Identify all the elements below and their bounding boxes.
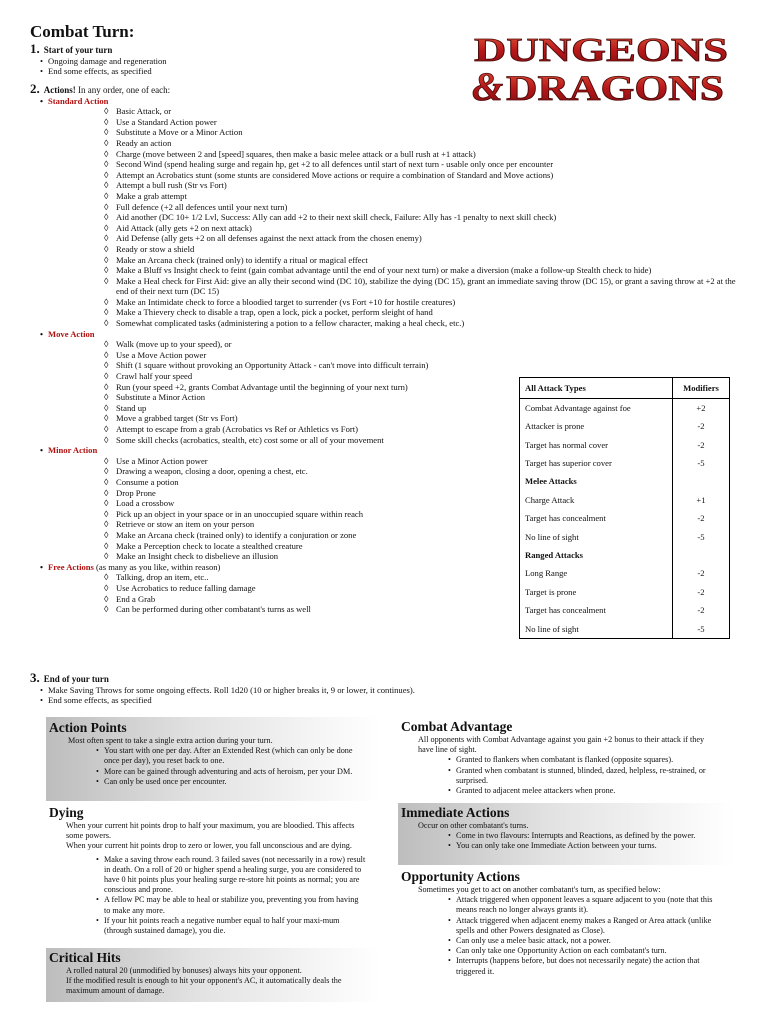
critical-hits-text-max-damage: If the modified result is enough to hit your opponent's AC, it automatically deals the maximum amount of damage. xyxy=(66,976,342,996)
standard-action-item: ◊ Make an Arcana check (trained only) to identify a ritual or magical effect xyxy=(30,255,750,266)
modifier-label: Charge Attack xyxy=(525,494,575,505)
modifier-row xyxy=(520,436,730,454)
action-points-title: Action Points xyxy=(49,720,127,735)
move-action-item: ◊ Crawl half your speed xyxy=(30,371,490,382)
move-action-label: • Move Action xyxy=(30,329,750,340)
immediate-actions-title: Immediate Actions xyxy=(401,805,510,820)
attack-modifiers-table xyxy=(519,377,730,639)
standard-action-item: ◊ Make an Intimidate check to force a bloodied target to surrender (vs Fort +10 for hostile creatures) xyxy=(30,297,750,308)
minor-action-item: ◊ Load a crossbow xyxy=(30,498,490,509)
modifier-row xyxy=(520,417,730,435)
list-item: • Attack triggered when adjacent enemy makes a Ranged or Area attack (unlike spells and other Powers designated as Close). xyxy=(456,916,714,936)
standard-action-item: ◊ Somewhat complicated tasks (administering a potion to a fellow character, making a heal check, etc.) xyxy=(30,318,750,329)
start-of-turn-section xyxy=(30,41,167,77)
list-item: • Granted to adjacent melee attackers when prone. xyxy=(456,786,716,796)
free-action-item: ◊ Can be performed during other combatant's turns as well xyxy=(30,604,490,615)
combat-advantage-title: Combat Advantage xyxy=(401,719,513,734)
move-action-item: ◊ Run (your speed +2, grants Combat Advantage until the beginning of your next turn) xyxy=(30,382,490,393)
action-points-box xyxy=(46,717,380,801)
move-action-item: ◊ Some skill checks (acrobatics, stealth, etc) cost some or all of your movement xyxy=(30,435,490,446)
modifier-value: -5 xyxy=(673,454,730,472)
list-item: • Granted when combatant is stunned, blinded, dazed, helpless, re-strained, or surprised. xyxy=(456,766,716,786)
actions-heading: 2. Actions! In any order, one of each: xyxy=(30,81,171,96)
modifier-value: -2 xyxy=(673,436,730,454)
modifier-value: +1 xyxy=(673,491,730,509)
modifier-label: No line of sight xyxy=(525,531,579,542)
dying-list xyxy=(46,855,380,937)
standard-action-item: ◊ Aid another (DC 10+ 1/2 Lvl, Success: Ally can add +2 to their next skill check, Failure: Ally has -1 penalty to next skill check) xyxy=(30,212,750,223)
standard-action-item: ◊ Use a Standard Action power xyxy=(30,117,750,128)
modifier-value: -2 xyxy=(673,601,730,619)
list-item: • Can only take one Opportunity Action on each combatant's turn. xyxy=(456,946,714,956)
modifier-label: Target is prone xyxy=(525,586,577,597)
modifiers-table-header: All Attack Types Modifiers xyxy=(520,378,730,399)
dying-title: Dying xyxy=(49,805,84,820)
list-item: • Granted to flankers when combatant is flanked (opposite squares). xyxy=(456,755,716,765)
opportunity-actions-text: Sometimes you get to act on another combatant's turn, as specified below: xyxy=(418,885,661,894)
standard-action-item: ◊ Basic Attack, or xyxy=(30,106,750,117)
action-points-list xyxy=(46,746,380,787)
free-action-item: ◊ End a Grab xyxy=(30,594,490,605)
immediate-actions-list xyxy=(398,831,734,851)
action-points-text: Most often spent to take a single extra action during your turn. xyxy=(68,736,273,745)
logo-ampersand: & xyxy=(472,64,504,108)
start-of-turn-list xyxy=(30,56,167,77)
modifier-value: -2 xyxy=(673,583,730,601)
list-item: • End some effects, as specified xyxy=(30,66,167,77)
modifier-label: Attacker is prone xyxy=(525,421,585,432)
opportunity-actions-list xyxy=(398,895,734,977)
immediate-actions-text: Occur on other combatant's turns. xyxy=(418,821,529,830)
modifier-row xyxy=(520,583,730,601)
dying-text-bloodied: When your current hit points drop to half your maximum, you are bloodied. This affects some powers. xyxy=(66,821,355,841)
end-of-turn-section xyxy=(30,670,415,706)
opportunity-actions-box xyxy=(398,869,734,977)
minor-action-item: ◊ Make a Perception check to locate a stealthed creature xyxy=(30,541,490,552)
modifier-label: Ranged Attacks xyxy=(525,550,584,561)
move-action-item: ◊ Stand up xyxy=(30,403,490,414)
critical-hits-text-natural-20: A rolled natural 20 (unmodified by bonuses) always hits your opponent. xyxy=(66,966,302,975)
standard-action-item: ◊ Make a Thievery check to disable a trap, open a lock, pick a pocket, perform sleight of hand xyxy=(30,307,750,318)
modifier-row xyxy=(520,454,730,472)
minor-action-item: ◊ Drop Prone xyxy=(30,488,490,499)
list-item: • Interrupts (happens before, but does not necessarily negate) the action that triggered it. xyxy=(456,956,714,976)
free-actions-label: • Free Actions (as many as you like, within reason) xyxy=(30,562,750,573)
critical-hits-title: Critical Hits xyxy=(49,950,121,965)
standard-action-item: ◊ Make a Heal check for First Aid: give an ally their second wind (DC 10), stabilize the dying (DC 15), grant an immediate saving throw (DC 15), or grant a saving throw at +2 at the end of their next turn (DC 15) xyxy=(30,276,750,297)
modifier-value: -5 xyxy=(673,528,730,546)
list-item: • End some effects, as specified xyxy=(30,695,415,706)
list-item: • Can only be used once per encounter. xyxy=(104,777,368,787)
critical-hits-box xyxy=(46,948,380,1002)
minor-action-item: ◊ Make an Arcana check (trained only) to identify a conjuration or zone xyxy=(30,530,490,541)
minor-action-item: ◊ Consume a potion xyxy=(30,477,490,488)
move-action-item: ◊ Attempt to escape from a grab (Acrobatics vs Ref or Athletics vs Fort) xyxy=(30,424,490,435)
modifier-label: Target has concealment xyxy=(525,605,606,616)
standard-action-item: ◊ Second Wind (spend healing surge and regain hp, get +2 to all defences until start of next turn - usable only once per encounter xyxy=(30,159,750,170)
standard-action-item: ◊ Aid Defense (ally gets +2 on all defenses against the next attack from the chosen enemy) xyxy=(30,233,750,244)
standard-action-item: ◊ Ready an action xyxy=(30,138,750,149)
modifier-value xyxy=(673,546,730,564)
list-item: • A fellow PC may be able to heal or stabilize you, preventing you from having to make any more. xyxy=(104,895,366,915)
standard-action-item: ◊ Substitute a Move or a Minor Action xyxy=(30,127,750,138)
list-item: • Ongoing damage and regeneration xyxy=(30,56,167,67)
standard-action-item: ◊ Attempt an Acrobatics stunt (some stunts are considered Move actions or require a combination of Standard and Move actions) xyxy=(30,170,750,181)
modifier-value: -5 xyxy=(673,620,730,639)
logo-line-dragons: DRAGONS xyxy=(506,68,724,108)
modifier-label: Combat Advantage against foe xyxy=(525,402,631,413)
end-of-turn-list xyxy=(30,685,415,706)
list-item: • You can only take one Immediate Action between your turns. xyxy=(456,841,716,851)
combat-advantage-list xyxy=(398,755,734,796)
minor-action-item: ◊ Retrieve or stow an item on your person xyxy=(30,519,490,530)
combat-advantage-text: All opponents with Combat Advantage against you gain +2 bonus to their attack if they have line of sight. xyxy=(418,735,705,755)
immediate-actions-box xyxy=(398,803,734,865)
modifier-row xyxy=(520,509,730,527)
modifier-row xyxy=(520,546,730,564)
start-of-turn-heading: 1. Start of your turn xyxy=(30,41,113,56)
move-action-item: ◊ Walk (move up to your speed), or xyxy=(30,339,490,350)
list-item: • You start with one per day. After an Extended Rest (which can only be done once per day), you reset back to one. xyxy=(104,746,368,766)
standard-action-item: ◊ Ready or stow a shield xyxy=(30,244,750,255)
dying-text-unconscious: When your current hit points drop to zero or lower, you fall unconscious and are dying. xyxy=(66,841,352,851)
list-item: • Can only use a melee basic attack, not a power. xyxy=(456,936,714,946)
list-item: • Attack triggered when opponent leaves a square adjacent to you (note that this means reach no longer always grants it). xyxy=(456,895,714,915)
move-action-item: ◊ Use a Move Action power xyxy=(30,350,490,361)
modifier-label: Target has superior cover xyxy=(525,458,612,469)
modifier-row xyxy=(520,565,730,583)
end-of-turn-heading: 3. End of your turn xyxy=(30,670,109,685)
free-action-item: ◊ Use Acrobatics to reduce falling damage xyxy=(30,583,490,594)
opportunity-actions-title: Opportunity Actions xyxy=(401,869,520,884)
list-item: • If your hit points reach a negative number equal to half your maxi-mum (through sustained damage), you die. xyxy=(104,916,366,936)
standard-action-item: ◊ Aid Attack (ally gets +2 on next attack) xyxy=(30,223,750,234)
modifier-label: Target has normal cover xyxy=(525,439,608,450)
modifier-label: No line of sight xyxy=(525,623,579,634)
standard-action-item: ◊ Attempt a bull rush (Str vs Fort) xyxy=(30,180,750,191)
move-action-item: ◊ Shift (1 square without provoking an Opportunity Attack - can't move into difficult terrain) xyxy=(30,360,490,371)
modifier-value xyxy=(673,473,730,491)
modifier-row xyxy=(520,491,730,509)
combat-advantage-box xyxy=(398,719,734,796)
modifier-row xyxy=(520,620,730,639)
modifier-row xyxy=(520,601,730,619)
logo-line-dungeons: DUNGEONS xyxy=(474,32,728,69)
minor-action-item: ◊ Use a Minor Action power xyxy=(30,456,490,467)
minor-action-item: ◊ Make an Insight check to disbelieve an illusion xyxy=(30,551,490,562)
modifier-row xyxy=(520,473,730,491)
standard-action-item: ◊ Full defence (+2 all defences until your next turn) xyxy=(30,202,750,213)
modifier-row xyxy=(520,528,730,546)
minor-action-item: ◊ Drawing a weapon, closing a door, opening a chest, etc. xyxy=(30,466,490,477)
modifier-value: -2 xyxy=(673,417,730,435)
modifier-row xyxy=(520,399,730,418)
page-title: Combat Turn: xyxy=(30,22,135,41)
free-action-item: ◊ Talking, drop an item, etc.. xyxy=(30,572,490,583)
modifier-value: -2 xyxy=(673,565,730,583)
standard-action-list xyxy=(30,106,750,328)
list-item: • Make Saving Throws for some ongoing effects. Roll 1d20 (10 or higher breaks it, 9 or lower, it continues). xyxy=(30,685,415,696)
move-action-item: ◊ Substitute a Minor Action xyxy=(30,392,490,403)
list-item: • More can be gained through adventuring and acts of heroism, per your DM. xyxy=(104,767,368,777)
minor-action-label: • Minor Action xyxy=(30,445,750,456)
standard-action-label: • Standard Action xyxy=(30,96,750,107)
standard-action-item: ◊ Charge (move between 2 and [speed] squares, then make a basic melee attack or a bull rush at +1 attack) xyxy=(30,149,750,160)
modifier-label: Long Range xyxy=(525,568,568,579)
modifier-value: +2 xyxy=(673,399,730,418)
modifier-value: -2 xyxy=(673,509,730,527)
move-action-item: ◊ Move a grabbed target (Str vs Fort) xyxy=(30,413,490,424)
standard-action-item: ◊ Make a grab attempt xyxy=(30,191,750,202)
modifier-label: Melee Attacks xyxy=(525,476,577,487)
list-item: • Come in two flavours: Interrupts and Reactions, as defined by the power. xyxy=(456,831,716,841)
dying-box xyxy=(46,805,380,936)
modifier-label: Target has concealment xyxy=(525,513,606,524)
standard-action-item: ◊ Make a Bluff vs Insight check to feint (gain combat advantage until the end of your next turn) or make a diversion (make a follow-up Stealth check to hide) xyxy=(30,265,750,276)
list-item: • Make a saving throw each round. 3 failed saves (not necessarily in a row) result in death. On a roll of 20 or higher spend a healing surge, you are considered to have 0 hit points plus your healing surge re-store hit points as normal; you are conscious and prone. xyxy=(104,855,366,896)
minor-action-item: ◊ Pick up an object in your space or in an unoccupied square within reach xyxy=(30,509,490,520)
